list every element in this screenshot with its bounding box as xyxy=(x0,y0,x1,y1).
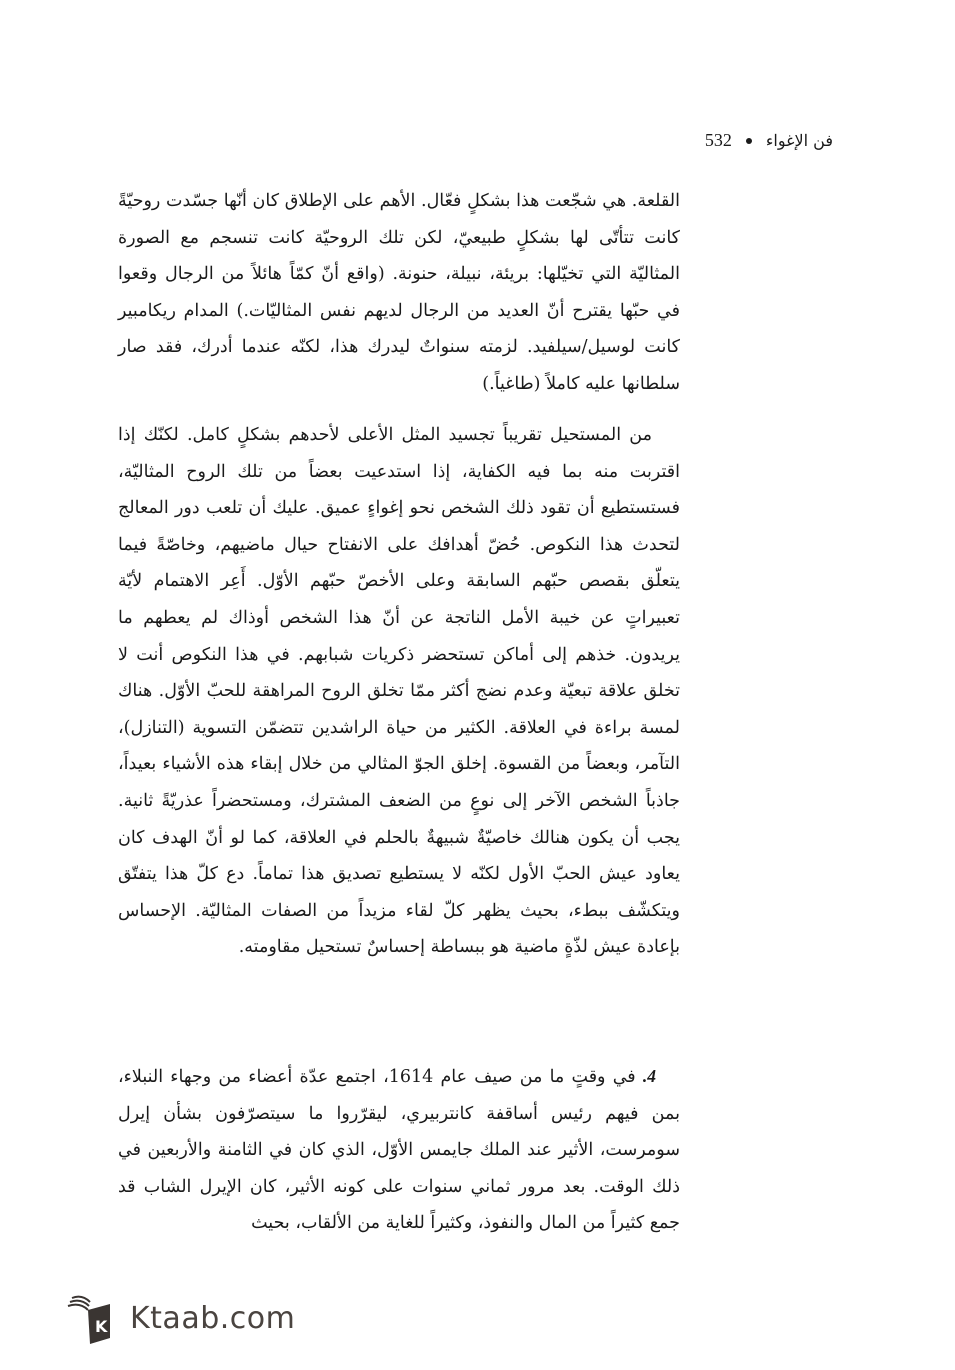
paragraph-1: القلعة. هي شجّعت هذا بشكلٍ فعّال. الأهم على الإطلاق كان أنّها جسّدت روحيّةً كانت تتأتّى لها بشكلٍ طبيعيّ، لكن تلك الروحيّة كانت تنسجم مع الصورة المثاليّة التي تخيّلها: بريئة، نبيلة، حنونة. (واقع أنّ كمّاً هائلاً من الرجال وقعوا في حبّها يقترح أنّ العديد من الرجال لديهم نفس المثاليّات.) المدام ريكامبير كانت لوسيل/سيلفيد. لزمته سنواتٌ ليدرك هذا، لكنّه عندما أدرك، فقد صار سلطانها عليه كاملاً (طاغياً.) xyxy=(118,191,680,394)
ktaab-watermark[interactable] xyxy=(62,1290,295,1346)
running-header xyxy=(705,130,833,151)
brand-text[interactable]: Ktaab.com xyxy=(130,1300,296,1336)
continued-paragraph xyxy=(118,183,680,403)
page-number: 532 xyxy=(704,130,732,150)
paragraph-3 xyxy=(118,1058,680,1242)
logo-letter: K xyxy=(95,1317,108,1336)
bullet-separator-icon xyxy=(746,138,752,144)
paragraph-2: من المستحيل تقريباً تجسيد المثل الأعلى لأحدهم بشكلٍ كامل. لكنّك إذا اقتربت منه بما فيه الكفاية، إذا استدعيت بعضاً من تلك الروح المثاليّة، فستستطيع أن تقود ذلك الشخص نحو إغواءٍ عميق. عليك أن تلعب دور المعالج لتحدث هذا النكوص. حُضّ أهدافك على الانفتاح حيال ماضيهم، وخاصّةً فيما يتعلّق بقصص حبّهم السابقة وعلى الأخصّ حبّهم الأوّل. أَعِر الاهتمام لأيّة تعبيراتٍ عن خيبة الأمل الناتجة عن أنّ هذا الشخص أوذاك لم يعطهم ما يريدون. خذهم إلى أماكن تستحضر ذكريات شبابهم. في هذا النكوص أنت لا تخلق علاقة تبعيّة وعدم نضج أكثر ممّا تخلق الروح المراهقة للحبّ الأوّل. هناك لمسة براءة في العلاقة. الكثير من حياة الراشدين تتضمّن التسوية (التنازل)، التآمر، وبعضاً من القسوة. إخلق الجوّ المثالي من خلال إبقاء هذه الأشياء بعيداً، جاذباً الشخص الآخر إلى نوعٍ من الضعف المشترك، ومستحضراً عذريّةً ثانية. يجب أن يكون هنالك خاصيّةٌ شبيهةٌ بالحلم في العلاقة، كما لو أنّ الهدف كان يعاود عيش الحبّ الأول لكنّه لا يستطيع تصديق هذا تماماً. دع كلّ هذا يتفتّق ويتكشّف ببطء، بحيث يظهر كلّ لقاء مزيداً من الصفات المثاليّة. الإحساس بإعادة عيش لذّةٍ ماضية هو ببساطة إحساسٌ تستحيل مقاومته. xyxy=(118,425,680,958)
book-title: فن الإغواء xyxy=(765,131,833,150)
book-logo-icon xyxy=(62,1290,118,1346)
section-number: 4. xyxy=(642,1066,656,1086)
numbered-section xyxy=(118,1058,680,1242)
paragraph-3-text: في وقتٍ ما من صيف عام 1614، اجتمع عدّة أعضاء من وجهاء النبلاء، بمن فيهم رئيس أساقفة كانتربيري، ليقرّروا ما سيتصرّفون بشأن إيرل سومرست، الأثير عند الملك جايمس الأوّل، الذي كان في الثامنة والأربعين في ذلك الوقت. بعد مرور ثماني سنوات على كونه الأثير، كان الإيرل الشاب قد جمع كثيراً من المال والنفوذ، وكثيراً للغاية من الألقاب، بحيث xyxy=(118,1067,680,1234)
main-paragraph xyxy=(118,417,680,966)
